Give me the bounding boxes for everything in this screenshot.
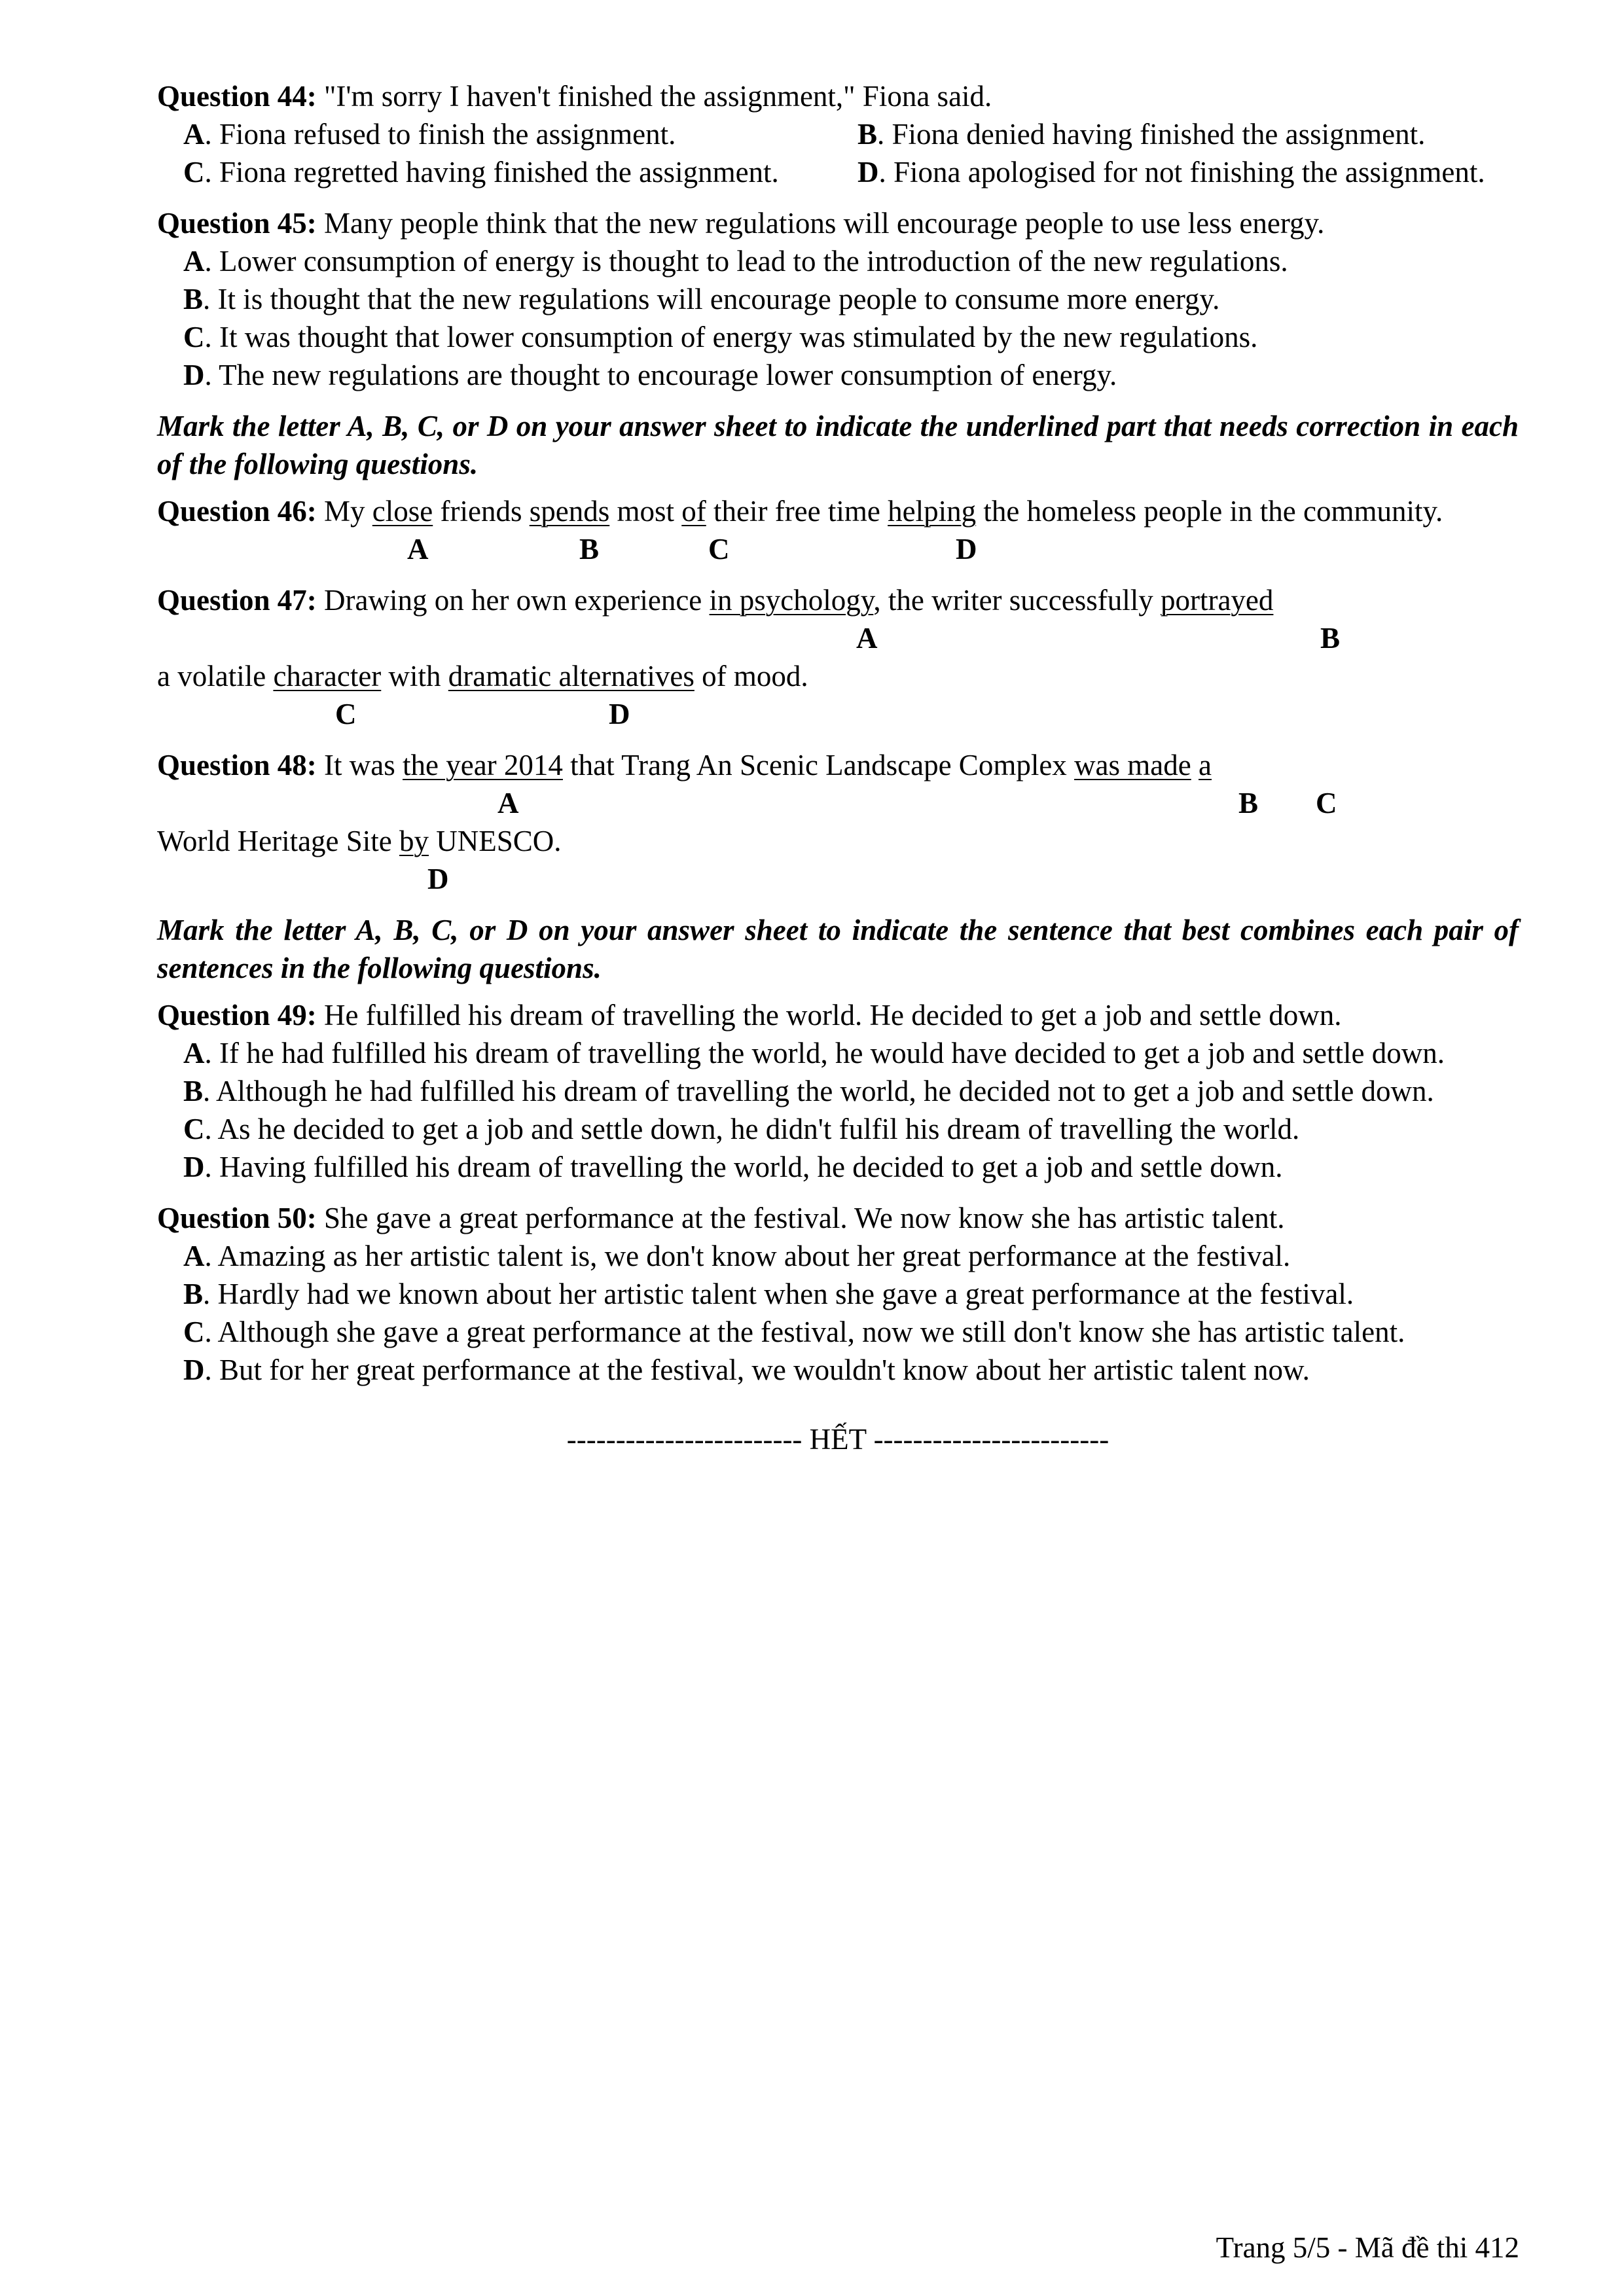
question-label: Question 48: (157, 749, 317, 781)
option-letter: B (857, 118, 878, 151)
answer-letters-row (157, 530, 1519, 568)
question-44 (157, 77, 1519, 191)
option-text: . Hardly had we known about her artistic talent when she gave a great performance at the festival. (203, 1278, 1354, 1310)
question-sentence (157, 492, 1519, 530)
question-50 (157, 1199, 1519, 1389)
option-letter: B (183, 283, 204, 315)
answer-letters-row (157, 695, 1519, 733)
sentence-text: It was (324, 749, 403, 781)
option-text: . Fiona denied having finished the assignment. (877, 118, 1426, 151)
question-45 (157, 204, 1519, 394)
question-46 (157, 492, 1519, 568)
sentence-text: friends (433, 495, 530, 528)
underlined-part-d: by (399, 825, 429, 857)
answer-letter-a: A (856, 622, 878, 655)
sentence-text: the homeless people in the community. (976, 495, 1443, 528)
sentence-text: a volatile (157, 660, 274, 692)
answer-letter-d: D (427, 863, 449, 895)
option-letter: A (183, 1240, 205, 1272)
answer-letters-row (157, 784, 1519, 822)
answer-letters-row (157, 619, 1519, 657)
options-row (157, 153, 1519, 191)
sentence-text: their free time (706, 495, 888, 528)
option-text: . Having fulfilled his dream of travelling the world, he decided to get a job and settle down. (204, 1151, 1283, 1183)
question-label: Question 45: (157, 207, 317, 240)
option-letter: A (183, 118, 205, 151)
underlined-part-a: close (372, 495, 433, 528)
option-c (157, 318, 1519, 356)
underlined-part-b: portrayed (1160, 584, 1274, 617)
option-letter: D (183, 1151, 205, 1183)
question-label: Question 44: (157, 80, 317, 113)
option-letter: B (183, 1278, 204, 1310)
question-label: Question 50: (157, 1202, 317, 1234)
sentence-text: UNESCO. (429, 825, 562, 857)
question-text: He fulfilled his dream of travelling the world. He decided to get a job and settle down. (324, 999, 1342, 1031)
option-text: . But for her great performance at the festival, we wouldn't know about her artistic talent now. (204, 1354, 1310, 1386)
question-sentence (157, 581, 1519, 619)
answer-letter-d: D (956, 533, 977, 565)
underlined-part-c: of (681, 495, 706, 528)
answer-letter-b: B (579, 533, 600, 565)
question-stem (157, 996, 1519, 1034)
answer-letter-c: C (335, 698, 357, 730)
underlined-part-a: the year 2014 (403, 749, 563, 781)
option-a (157, 1237, 1519, 1275)
option-text: . Lower consumption of energy is thought to lead to the introduction of the new regulations. (204, 245, 1288, 278)
option-c (183, 153, 857, 191)
option-b (157, 280, 1519, 318)
sentence-text: Drawing on her own experience (324, 584, 710, 617)
option-text: . As he decided to get a job and settle down, he didn't fulfil his dream of travelling the world. (204, 1113, 1300, 1145)
option-text: . Fiona regretted having finished the assignment. (204, 156, 779, 188)
section-instruction-correction: Mark the letter A, B, C, or D on your answer sheet to indicate the underlined part that needs correction in each of the following questions. (157, 410, 1519, 480)
question-text: Many people think that the new regulations will encourage people to use less energy. (324, 207, 1325, 240)
option-letter: D (183, 359, 205, 391)
sentence-text: most (609, 495, 682, 528)
question-label: Question 46: (157, 495, 317, 528)
option-letter: D (857, 156, 879, 188)
sentence-text: World Heritage Site (157, 825, 400, 857)
answer-letters-row (157, 860, 1519, 898)
answer-letter-c: C (1316, 787, 1337, 819)
underlined-part-c: a (1199, 749, 1212, 781)
option-text: . Amazing as her artistic talent is, we don't know about her great performance at the festival. (204, 1240, 1291, 1272)
option-c (157, 1313, 1519, 1351)
option-b (157, 1275, 1519, 1313)
question-text: She gave a great performance at the festival. We now know she has artistic talent. (324, 1202, 1285, 1234)
option-letter: C (183, 156, 205, 188)
question-stem (157, 1199, 1519, 1237)
sentence-text: My (324, 495, 372, 528)
option-d (157, 356, 1519, 394)
question-sentence (157, 746, 1519, 784)
option-d (157, 1148, 1519, 1186)
page-footer: Trang 5/5 - Mã đề thi 412 (1216, 2231, 1519, 2264)
option-letter: C (183, 1316, 205, 1348)
underlined-part-d: helping (888, 495, 977, 528)
question-48 (157, 746, 1519, 898)
option-text: . Fiona refused to finish the assignment. (204, 118, 676, 151)
answer-letter-a: A (497, 787, 519, 819)
question-47 (157, 581, 1519, 733)
underlined-part-b: spends (529, 495, 610, 528)
answer-letter-b: B (1238, 787, 1259, 819)
option-letter: C (183, 321, 205, 353)
answer-letter-a: A (407, 533, 429, 565)
question-label: Question 47: (157, 584, 317, 617)
underlined-part-c: character (273, 660, 382, 692)
question-sentence-cont (157, 822, 1519, 860)
option-text: . Although she gave a great performance at the festival, now we still don't know she has artistic talent. (204, 1316, 1405, 1348)
option-a (157, 242, 1519, 280)
sentence-text: of mood. (694, 660, 808, 692)
underlined-part-d: dramatic alternatives (448, 660, 695, 692)
option-text: . If he had fulfilled his dream of travelling the world, he would have decided to get a job and settle down. (204, 1037, 1445, 1069)
option-a (183, 115, 857, 153)
underlined-part-b: was made (1074, 749, 1191, 781)
sentence-text: that Trang An Scenic Landscape Complex (562, 749, 1075, 781)
section-instruction-combine: Mark the letter A, B, C, or D on your answer sheet to indicate the sentence that best combines each pair of sentences in the following questions. (157, 914, 1519, 984)
option-c (157, 1110, 1519, 1148)
option-text: . Fiona apologised for not finishing the assignment. (878, 156, 1485, 188)
option-a (157, 1034, 1519, 1072)
options-row (157, 115, 1519, 153)
end-marker: ------------------------ HẾT ------------------------ (566, 1423, 1110, 1456)
answer-letter-d: D (609, 698, 630, 730)
option-text: . Although he had fulfilled his dream of travelling the world, he decided not to get a job and settle down. (203, 1075, 1434, 1107)
option-text: . It is thought that the new regulations will encourage people to consume more energy. (203, 283, 1220, 315)
option-b (157, 1072, 1519, 1110)
option-text: . It was thought that lower consumption of energy was stimulated by the new regulations. (204, 321, 1258, 353)
option-letter: C (183, 1113, 205, 1145)
question-sentence-cont (157, 657, 1519, 695)
option-text: . The new regulations are thought to encourage lower consumption of energy. (204, 359, 1117, 391)
exam-content (157, 77, 1519, 1458)
answer-letter-c: C (708, 533, 730, 565)
sentence-text (1191, 749, 1199, 781)
option-letter: B (183, 1075, 204, 1107)
option-d (157, 1351, 1519, 1389)
sentence-text: with (381, 660, 448, 692)
underlined-part-a: in psychology (709, 584, 874, 617)
option-b (857, 115, 1425, 153)
question-49 (157, 996, 1519, 1186)
option-letter: D (183, 1354, 205, 1386)
sentence-text: , the writer successfully (873, 584, 1161, 617)
question-stem (157, 204, 1519, 242)
answer-letter-b: B (1320, 622, 1341, 655)
question-stem (157, 77, 1519, 115)
question-label: Question 49: (157, 999, 317, 1031)
option-letter: A (183, 1037, 205, 1069)
question-text: "I'm sorry I haven't finished the assignment," Fiona said. (324, 80, 992, 113)
option-d (857, 153, 1485, 191)
option-letter: A (183, 245, 205, 278)
